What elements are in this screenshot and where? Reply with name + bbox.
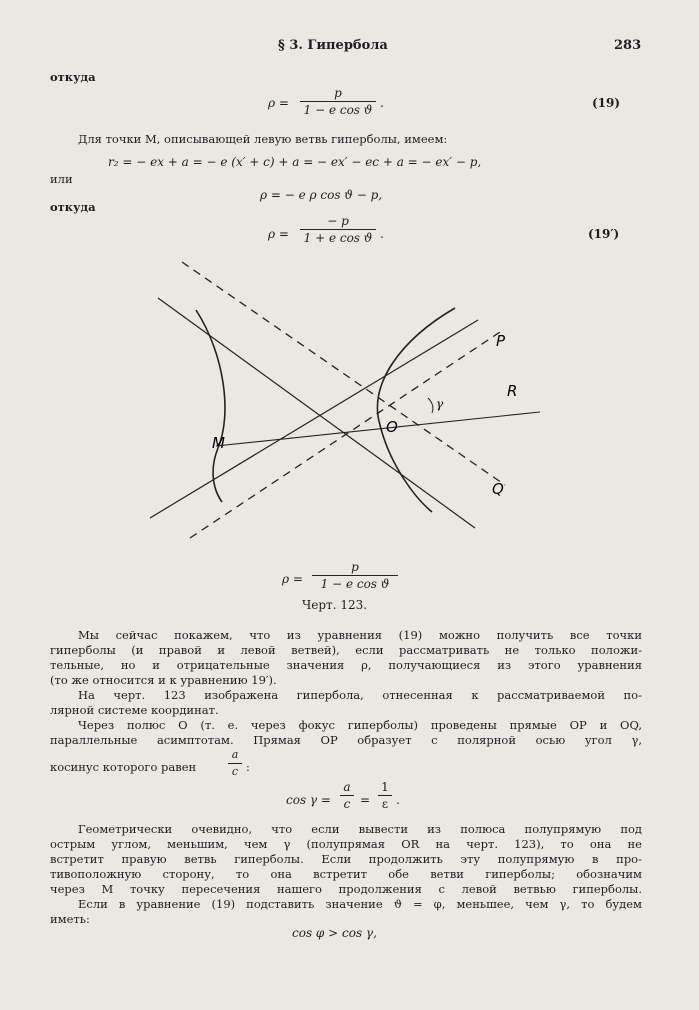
- eq19-tail: .: [380, 96, 384, 110]
- cos-eq-frac2: [378, 780, 392, 811]
- right-branch: [377, 308, 455, 512]
- figure-formula-lhs: ρ =: [282, 572, 303, 586]
- solid-line-1: [158, 298, 475, 528]
- body-line-8: параллельные асимптотам. Прямая OP образует с полярной осью угол γ,: [50, 733, 642, 747]
- eq19p-tail: .: [380, 227, 384, 241]
- body2-line-4: тивоположную сторону, то она встретит обе ветви гиперболы; обозначим: [50, 867, 642, 881]
- cosine-fraction: [228, 748, 242, 779]
- body-line-1: Мы сейчас покажем, что из уравнения (19) можно получить все точки: [78, 628, 642, 642]
- eq19-denominator: 1 − e cos ϑ: [303, 103, 373, 117]
- ili-word: или: [50, 172, 73, 186]
- cosine-colon: :: [246, 760, 250, 774]
- body-line-4: (то же относится и к уравнению 19′).: [50, 673, 277, 687]
- cosine-fraction-bar: [228, 763, 242, 764]
- intro-line: Для точки M, описывающей левую ветвь гиперболы, имеем:: [78, 132, 448, 146]
- hyperbola-figure: [130, 250, 560, 550]
- label-R: R: [507, 382, 518, 400]
- body2-line-5: через M точку пересечения нашего продолжения с левой ветвью гиперболы.: [50, 882, 642, 896]
- left-branch: [196, 310, 225, 502]
- eq19-fraction: [300, 86, 376, 117]
- body2-line-7: иметь:: [50, 912, 90, 926]
- eq19-number: (19): [592, 96, 621, 110]
- section-header: § 3. Гипербола: [278, 38, 388, 53]
- label-P: P: [496, 332, 506, 350]
- asymptote-dashed-1: [182, 262, 505, 485]
- body-line-7: Через полюс O (т. е. через фокус гиперболы) проведены прямые OP и OQ,: [78, 718, 642, 732]
- eq19-lhs: ρ =: [268, 96, 289, 110]
- figure-formula-denominator: 1 − e cos ϑ: [320, 577, 390, 591]
- eq19-fraction-bar: [300, 101, 376, 102]
- body2-line-2: острым углом, меньшим, чем γ (полупрямая OR на черт. 123), то она не: [50, 837, 642, 851]
- body2-line-3: встретит правую ветвь гиперболы. Если продолжить эту полупрямую в про-: [50, 852, 642, 866]
- cosine-fraction-den: c: [231, 765, 239, 778]
- otkuda-word-1: откуда: [50, 70, 96, 84]
- rho-equation: ρ = − e ρ cos ϑ − p,: [260, 188, 383, 202]
- final-equation: cos φ > cos γ,: [292, 926, 377, 940]
- cos-eq-frac1-num: a: [343, 780, 351, 794]
- figure-formula-bar: [312, 575, 398, 576]
- eq19p-fraction: [300, 214, 376, 245]
- cos-eq-frac2-bar: [378, 795, 392, 796]
- eq19-numerator: p: [334, 86, 342, 100]
- eq19p-number: (19′): [588, 227, 620, 241]
- body2-line-6: Если в уравнение (19) подставить значение ϑ = φ, меньшее, чем γ, то будем: [78, 897, 642, 911]
- label-M: M: [212, 434, 225, 452]
- cos-eq-frac1: [340, 780, 354, 811]
- body-line-2: гиперболы (и правой и левой ветвей), если рассматривать не только положи-: [50, 643, 642, 657]
- cosine-fraction-num: a: [231, 748, 239, 761]
- body-line-5: На черт. 123 изображена гипербола, отнесенная к рассматриваемой по-: [78, 688, 642, 702]
- eq19p-lhs: ρ =: [268, 227, 289, 241]
- body-line-3: тельные, но и отрицательные значения ρ, получающиеся из этого уравнения: [50, 658, 642, 672]
- label-Q: Q: [492, 480, 504, 498]
- cos-eq-frac1-bar: [340, 795, 354, 796]
- figure-formula-fraction: [312, 560, 398, 591]
- page-number: 283: [614, 38, 642, 53]
- figure-caption: Черт. 123.: [302, 598, 368, 612]
- eq19p-fraction-bar: [300, 229, 376, 230]
- asymptote-dashed-2: [190, 332, 500, 538]
- solid-line-2: [150, 320, 478, 518]
- label-O: O: [386, 418, 398, 436]
- label-gamma: γ: [436, 397, 444, 411]
- figure-formula-numerator: p: [351, 560, 359, 574]
- cos-eq-lhs: cos γ =: [286, 793, 331, 807]
- body2-line-1: Геометрически очевидно, что если вывести из полюса полупрямую под: [78, 822, 642, 836]
- cosine-intro: косинус которого равен: [50, 760, 197, 774]
- r2-equation: r₂ = − ex + a = − e (x′ + c) + a = − ex′ − ec + a = − ex′ − p,: [108, 155, 482, 169]
- cos-eq-tail: .: [396, 793, 400, 807]
- cos-eq-frac2-num: 1: [381, 780, 389, 794]
- eq19p-denominator: 1 + e cos ϑ: [303, 231, 373, 245]
- angle-arc: [428, 398, 433, 413]
- cos-eq-frac2-den: ε: [381, 797, 389, 811]
- cos-eq-equals: =: [360, 793, 371, 807]
- cos-eq-frac1-den: c: [343, 797, 351, 811]
- otkuda-word-2: откуда: [50, 200, 96, 214]
- body-line-6: лярной системе координат.: [50, 703, 219, 717]
- eq19p-numerator: − p: [327, 214, 349, 228]
